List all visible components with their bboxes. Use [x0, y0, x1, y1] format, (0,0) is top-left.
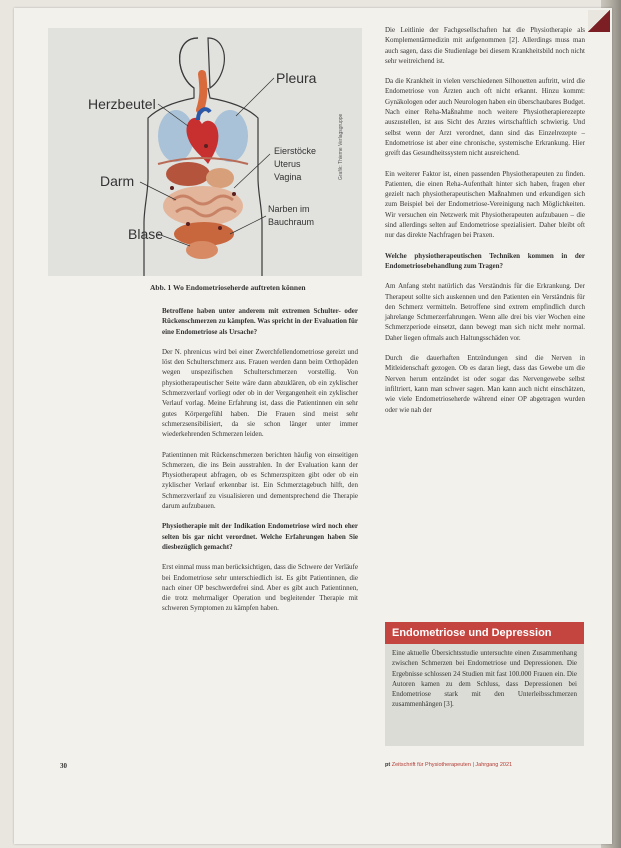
figure-caption: Abb. 1 Wo Endometrioseherde auftreten können — [150, 283, 306, 292]
info-box — [385, 622, 584, 746]
journal-name: Zeitschrift für Physiotherapeuten | Jahrgang 2021 — [391, 762, 513, 768]
label-herzbeutel: Herzbeutel — [88, 96, 156, 112]
body-paragraph: Da die Krankheit in vielen verschiedenen Silhouetten auftritt, wird die Endometriose von Ärzten auch oft nicht erkannt. Hinzu kommt: Gynäkologen oder auch Neurologen haben ein überschaubares Budget. Nach einer Reha-Maßnahme noch weitere Physiotherapierezepte auszustellen, ist aus Sicht des Arztes wirtschaftlich schwierig. Und selbst wenn der Arzt verordnet, dann sind das Einzelrezepte – Endometriose ist aber eine chronische, systemische Erkrankung. Hier greift das Gesundheitssystem nicht ausreichend. — [385, 77, 585, 158]
journal-prefix: pt — [385, 762, 391, 768]
info-box-text: Eine aktuelle Übersichtsstudie untersuchte einen Zusammenhang zwischen Schmerzen bei Endometriose und Depressionen. Die Ergebnisse schlossen 24 Studien mit fast 100.000 Frauen ein. Die Autoren kamen zu dem Schluss, dass Depressionen bei Endometriose stark mit den Unterleibsschmerzen zusammenhängen [3]. — [392, 649, 577, 709]
body-paragraph: Durch die dauerhaften Entzündungen sind die Nerven in Mitleidenschaft gezogen. Ob es daran liegt, dass das Gewebe um die Nerven herum entzündet ist oder sogar das Nervengewebe selbst infiltriert, kann man schwer sagen. Man kann auch nicht einschätzen, wie viele Endometrioseherde während einer OP abgetragen wurden oder wie nah der — [385, 354, 585, 414]
page-corner-marker — [588, 10, 610, 32]
label-narben-line1: Narben im — [268, 204, 310, 214]
label-eierstoecke: Eierstöcke — [274, 146, 317, 156]
label-darm: Darm — [100, 173, 135, 189]
info-box-title: Endometriose und Depression — [385, 622, 584, 644]
interview-question: Welche physiotherapeutischen Techniken kommen in der Endometriosebehandlung zum Tragen? — [385, 251, 585, 270]
page-number: 30 — [60, 762, 67, 770]
interview-question: Betroffene haben unter anderem mit extremen Schulter- oder Rückenschmerzen zu kämpfen. Was spricht in der Evaluation für eine Endometriose als Ursache? — [162, 307, 358, 336]
label-uterus: Uterus — [274, 159, 301, 169]
body-paragraph: Der N. phrenicus wird bei einer Zwerchfellendometriose gereizt und löst den Schulterschmerz aus. Frauen werden dann beim Orthopäden wegen unspezifischen Schulterschmerzen vorstellig. Von physiotherapeutischer Seite wäre dann abzuklären, ob ein zyklischer Schmerzverlauf vorliegt oder ob in der Vergangenheit ein zyklischer Verlauf vorlag. Meine Erfahrung ist, dass die Patientinnen ein sehr gutes Körpergefühl haben. Die Frauen sind meist sehr schmerzsensibilisiert, da sie schon länger unter immer wiederkehrenden Schmerzen leiden. — [162, 347, 358, 439]
body-paragraph: Die Leitlinie der Fachgesellschaften hat die Physiotherapie als Komplementärmedizin mit aufgenommen [2]. Allerdings muss man auch sagen, dass die Studienlage bei diesem Krankheitsbild noch nicht sehr weitreichend ist. — [385, 26, 585, 65]
label-vagina: Vagina — [274, 172, 302, 182]
right-text-column — [385, 25, 585, 425]
body-paragraph: Am Anfang steht natürlich das Verständnis für die Erkrankung. Der Therapeut sollte sich auskennen und den Patienten ein Verständnis für den Schmerz vermitteln. Betroffene sind extrem empfindlich durch jahrelange Schmerzerfahrungen. Wenn alle drei bis vier Wochen eine Schmerzperiode einsetzt, dann bewegt man sich nicht mehr normal. Daher liegen oftmals auch Haltungsschäden vor. — [385, 282, 585, 342]
journal-footer — [385, 762, 512, 768]
anatomy-figure — [48, 28, 362, 276]
label-narben-line2: Bauchraum — [268, 217, 315, 227]
interview-question: Physiotherapie mit der Indikation Endometriose wird noch eher selten bis gar nicht verordnet. Welche Erfahrungen haben Sie diesbezüglich gemacht? — [162, 522, 358, 551]
left-text-column — [162, 306, 358, 624]
body-paragraph: Ein weiterer Faktor ist, einen passenden Physiotherapeuten zu finden. Patienten, die einen Reha-Aufenthalt hinter sich haben, fragen eher gezielt nach physiotherapeutischen Maßnahmen und erkundigen sich zum Beispiel bei der Endometriose-Vereinigung nach Möglichkeiten. Wir versuchen ein Netzwerk mit Physiotherapeuten aufzubauen – die sind allerdings selten auf Endometriose spezialisiert. Daher bleibt oft nur das direkte Nachfragen bei Praxen. — [385, 169, 585, 240]
body-paragraph: Patientinnen mit Rückenschmerzen berichten häufig von einseitigen Schmerzen, die ins Bein ausstrahlen. In der Evaluation kann der Physiotherapeut abfragen, ob es Schmerzspitzen gibt oder ob ein zyklischer Verlauf erkennbar ist. Ein Schmerztagebuch hilft, den Schmerzverlauf zu visualisieren und dementsprechend die Therapie darum aufzubauen. — [162, 450, 358, 511]
body-paragraph: Erst einmal muss man berücksichtigen, dass die Schwere der Verläufe bei Endometriose sehr unterschiedlich ist. Es gibt Patientinnen, die nach einer OP beschwerdefrei sind. Aber es gibt auch Patientinnen, die trotz mehrmaliger Operation und begleitender Therapie mit schweren Symptomen zu kämpfen haben. — [162, 563, 358, 613]
figure-credit: Grafik: Thieme Verlagsgruppe — [338, 113, 344, 180]
label-pleura: Pleura — [276, 70, 317, 86]
label-blase: Blase — [128, 226, 164, 242]
